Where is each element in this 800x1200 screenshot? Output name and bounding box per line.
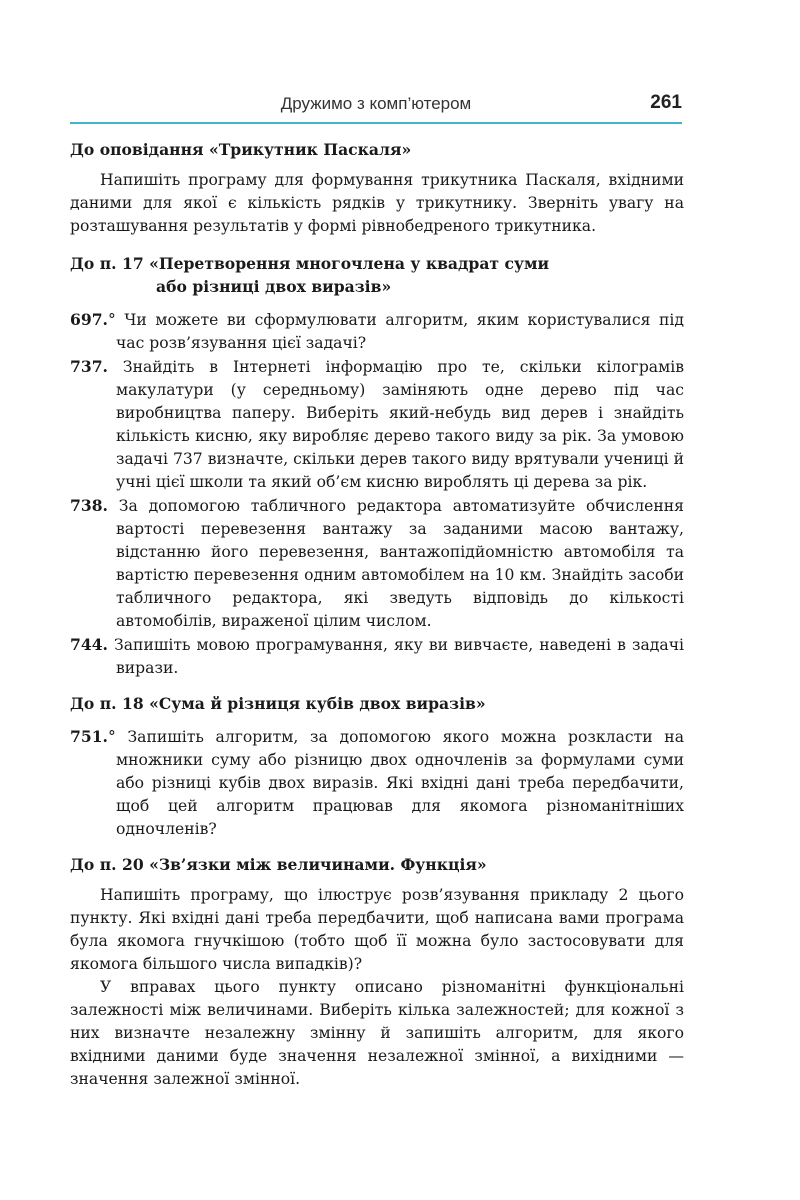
- exercise-text: Знайдіть в Інтернеті інформацію про те, скільки кілограмів макулатури (у середньому) заміняють одне дерево під час виробництва паперу. Виберіть який-небудь вид дерев і знайдіть кількість кисню, яку виробляє дерево такого виду за рік. За умовою задачі 737 визначте, скільки дерев такого виду врятували учениці й учні цієї школи та який об’єм кисню вироблять ці дерева за рік.: [107, 358, 684, 491]
- degree-mark: °: [107, 311, 116, 329]
- exercise-number: 737.: [70, 357, 108, 376]
- exercise-number: 738.: [70, 496, 108, 515]
- heading-pascal: До оповідання «Трикутник Паскаля»: [70, 140, 412, 159]
- page-number: 261: [650, 92, 682, 113]
- heading-p17-line1: До п. 17 «Перетворення многочлена у квадрат суми: [70, 254, 550, 273]
- exercise-number: 751.: [70, 727, 108, 746]
- exercise-text: За допомогою табличного редактора автоматизуйте обчислення вартості перевезення вантажу за заданими масою вантажу, відстанню його перевезення, вантажопідйомністю автомобіля та вартістю перевезення одним автомобілем на 10 км. Знайдіть засоби табличного редактора, які зведуть відповідь до кількості автомобілів, вираженої цілим числом.: [107, 497, 684, 630]
- pascal-paragraph: Напишіть програму для формування трикутника Паскаля, вхідними даними для якої є кількість рядків у трикутнику. Зверніть увагу на розташування результатів у формі рівнобедреного трикутника.: [70, 171, 684, 235]
- p20-paragraph-2: У вправах цього пункту описано різноманітні функціональні залежності між величинами. Виберіть кілька залежностей; для кожної з них визначте незалежну змінну й запишіть алгоритм, для якого вхідними даними буде значення незалежної змінної, а вихідними — значення залежної змінної.: [70, 978, 684, 1088]
- p20-paragraph-1: Напишіть програму, що ілюструє розв’язування прикладу 2 цього пункту. Які вхідні дані треба передбачити, щоб написана вами програма була якомога гнучкішою (тобто щоб її можна було застосовувати для якомога більшого числа випадків)?: [70, 886, 684, 973]
- exercise-number: 744.: [70, 635, 108, 654]
- exercise-751: [70, 725, 684, 841]
- exercise-738: [70, 494, 684, 633]
- heading-p17-line2: або різниці двох виразів»: [156, 277, 392, 296]
- exercise-text: Запишіть алгоритм, за допомогою якого можна розкласти на множники суму або різницю двох одночленів за формулами суми або різниці кубів двох виразів. Які вхідні дані треба передбачити, щоб цей алгоритм працював для якомога різноманітніших одночленів?: [115, 728, 684, 838]
- exercise-737: [70, 355, 684, 494]
- running-title: Дружимо з комп’ютером: [280, 94, 472, 113]
- exercise-text: Запишіть мовою програмування, яку ви вивчаєте, наведені в задачі вирази.: [107, 636, 684, 677]
- exercise-744: [70, 633, 684, 680]
- heading-p17: [70, 252, 684, 298]
- exercise-697: [70, 308, 684, 355]
- page-header: [70, 92, 682, 124]
- heading-p18: До п. 18 «Сума й різниця кубів двох виразів»: [70, 694, 486, 713]
- page-content: [70, 138, 684, 1091]
- exercise-text: Чи можете ви сформулювати алгоритм, яким користувалися під час розв’язування цієї задачі?: [115, 311, 684, 352]
- degree-mark: °: [107, 728, 116, 746]
- exercise-number: 697.: [70, 310, 108, 329]
- heading-p20: До п. 20 «Зв’язки між величинами. Функція»: [70, 855, 487, 874]
